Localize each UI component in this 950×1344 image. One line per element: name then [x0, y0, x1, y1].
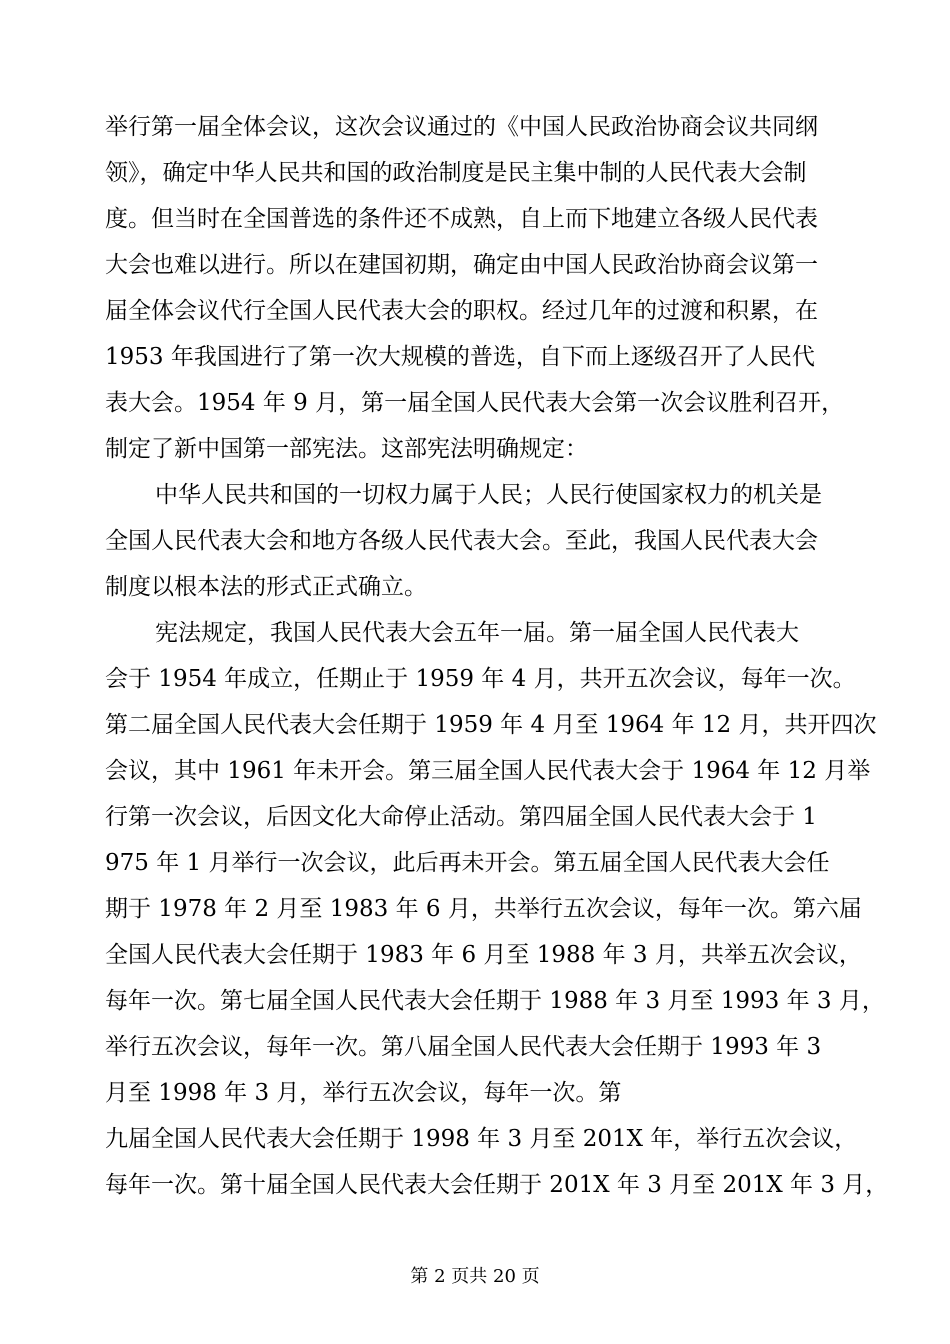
text-line-12: 宪法规定，我国人民代表大会五年一届。第一届全国人民代表大 — [155, 620, 799, 646]
text-line-14: 第二届全国人民代表大会任期于 1959 年 4 月至 1964 年 12 月，共开四次 — [105, 712, 877, 738]
text-line-9: 中华人民共和国的一切权力属于人民；人民行使国家权力的机关是 — [155, 482, 822, 508]
text-line-8: 制定了新中国第一部宪法。这部宪法明确规定： — [105, 436, 588, 462]
text-line-17: 975 年 1 月举行一次会议，此后再未开会。第五届全国人民代表大会任 — [105, 850, 830, 876]
text-line-6: 1953 年我国进行了第一次大规模的普选，自下而上逐级召开了人民代 — [105, 344, 815, 370]
text-line-20: 每年一次。第七届全国人民代表大会任期于 1988 年 3 月至 1993 年 3 月， — [105, 988, 885, 1014]
body-text — [105, 104, 889, 1208]
text-line-21: 举行五次会议，每年一次。第八届全国人民代表大会任期于 1993 年 3 — [105, 1034, 822, 1060]
text-line-23: 九届全国人民代表大会任期于 1998 年 3 月至 201X 年，举行五次会议， — [105, 1126, 858, 1152]
text-line-16: 行第一次会议，后因文化大命停止活动。第四届全国人民代表大会于 1 — [105, 804, 817, 830]
text-line-7: 表大会。1954 年 9 月，第一届全国人民代表大会第一次会议胜利召开， — [105, 390, 845, 416]
page-number-footer: 第 2 页共 20 页 — [410, 1266, 540, 1287]
text-line-10: 全国人民代表大会和地方各级人民代表大会。至此，我国人民代表大会 — [105, 528, 818, 554]
text-line-5: 届全体会议代行全国人民代表大会的职权。经过几年的过渡和积累，在 — [105, 298, 818, 324]
text-line-19: 全国人民代表大会任期于 1983 年 6 月至 1988 年 3 月，共举五次会议， — [105, 942, 862, 968]
text-line-24: 每年一次。第十届全国人民代表大会任期于 201X 年 3 月至 201X 年 3 月， — [105, 1172, 889, 1198]
text-line-4: 大会也难以进行。所以在建国初期，确定由中国人民政治协商会议第一 — [105, 252, 818, 278]
text-line-22: 月至 1998 年 3 月，举行五次会议，每年一次。第 — [105, 1080, 622, 1106]
text-line-15: 会议，其中 1961 年未开会。第三届全国人民代表大会于 1964 年 12 月举 — [105, 758, 871, 784]
text-line-18: 期于 1978 年 2 月至 1983 年 6 月，共举行五次会议，每年一次。第六届 — [105, 896, 862, 922]
text-line-13: 会于 1954 年成立，任期止于 1959 年 4 月，共开五次会议，每年一次。 — [105, 666, 856, 692]
text-line-2: 领》，确定中华人民共和国的政治制度是民主集中制的人民代表大会制 — [105, 160, 807, 186]
text-line-11: 制度以根本法的形式正式确立。 — [105, 574, 427, 600]
text-line-1: 举行第一届全体会议，这次会议通过的《中国人民政治协商会议共同纲 — [105, 114, 818, 140]
text-line-3: 度。但当时在全国普选的条件还不成熟，自上而下地建立各级人民代表 — [105, 206, 818, 232]
